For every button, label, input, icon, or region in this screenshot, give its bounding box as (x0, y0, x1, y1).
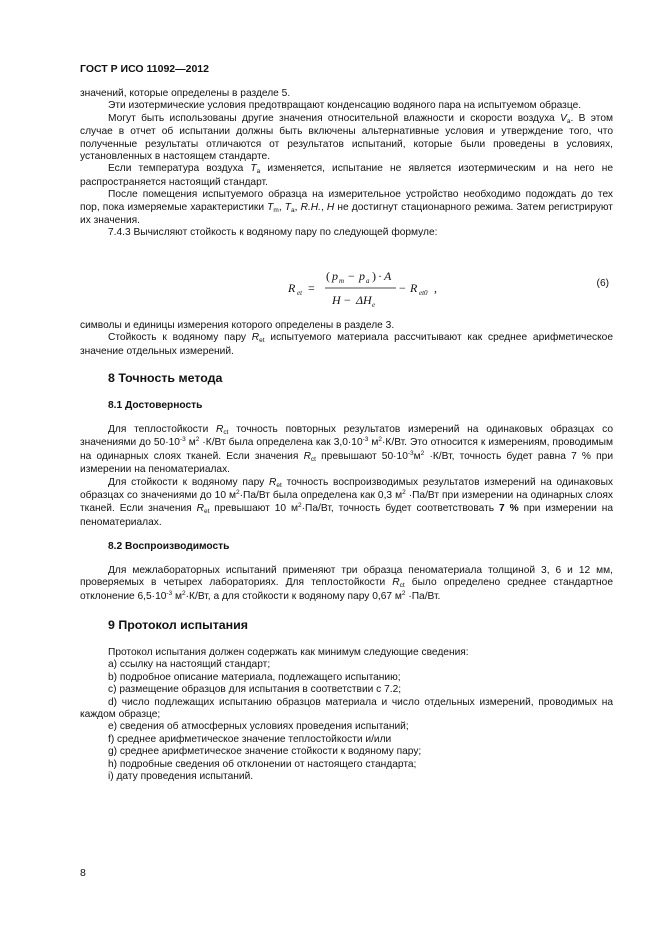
paragraph: Для стойкости к водяному пару $R_{et}$ точность воспроизводимых результатов измерений на одинаковых образцах со значениями до 10 $м^2\cdot Па/Вт$ была определена как 0,3 $м^2 \cdot Па/Вт$ при измерении на одинарных слоях тканей. Если значения $R_{et}$ превышают 10 $м^2\cdot Па/Вт$, точность будет соответствовать 7 % при измерении на пеноматериалах. (80, 476, 613, 528)
section-8-1-body (80, 424, 613, 529)
list-item: h) подробные сведения об отклонении от настоящего стандарта; (108, 758, 417, 770)
formula-R2-sub: et0 (419, 289, 428, 297)
section-9-heading: 9 Протокол испытания (108, 618, 249, 632)
section-8-2-body (80, 565, 613, 604)
list-item: f) среднее арифметическое значение теплостойкости и/или (108, 733, 392, 745)
formula-minus: − (348, 269, 355, 283)
formula-A: A (384, 269, 392, 283)
paragraph: После помещения испытуемого образца на измерительное устройство необходимо подождать до тех пор, пока измеряемые характеристики $T_m$, $T_a$, R.H., H не достигнут стационарного режима. Затем регистрируют их значения. (80, 189, 613, 227)
formula-lhs: R (288, 281, 296, 295)
after-formula-block (80, 320, 613, 358)
formula-R2: R (410, 281, 418, 295)
list-item: a) ссылку на настоящий стандарт; (108, 659, 271, 671)
formula-lhs-sub: et (297, 289, 303, 297)
section-9-body (80, 647, 613, 783)
formula-H: H (332, 293, 341, 307)
paragraph: Эти изотермические условия предотвращают конденсацию водяного пара на испытуемом образце. (108, 100, 582, 112)
section-8-1-heading: 8.1 Достоверность (108, 400, 203, 411)
formula-equals: = (308, 281, 315, 295)
paragraph: символы и единицы измерения которого определены в разделе 3. (80, 320, 395, 331)
formula-graphic (288, 268, 528, 316)
report-items-list (80, 659, 613, 783)
formula-p: p (332, 269, 338, 283)
formula-sub-a: a (366, 277, 370, 285)
formula-paren-close: ) (372, 269, 376, 283)
list-item: b) подробное описание материала, подлежащего испытанию; (108, 671, 401, 683)
section-8-2-heading: 8.2 Воспроизводимость (108, 541, 230, 552)
formula-6 (80, 268, 613, 316)
paragraph: Если температура воздуха $T_a$ изменяется, испытание не является изотермическим и на него не распространяется настоящий стандарт. (80, 163, 614, 188)
paragraph: Для теплостойкости $R_{ct}$ точность повторных результатов измерений на одинаковых образцах со значениями до $50\cdot 10^{-3}$ $м^2 \cdot К/Вт$ была определена как $3,0\cdot 10^{-3}$ $м^2\cdot К/Вт$. Это относится к измерениям, проводимым на одинарных слоях тканей. Если значения $R_{ct}$ превышают $50\cdot 10^{-3}м^2 \cdot К/Вт$, точность будет равна 7 % при измерении на пеноматериалах. (80, 424, 614, 476)
formula-minus2: − (399, 281, 406, 295)
formula-delta-H: ΔH (356, 293, 372, 307)
formula-p2: p (359, 269, 365, 283)
list-item: c) размещение образцов для испытания в соответствии с 7.2; (108, 684, 402, 696)
formula-den-minus: − (344, 293, 351, 307)
formula-comma: , (434, 281, 437, 295)
page-number: 8 (80, 867, 86, 879)
list-item: g) среднее арифметическое значение стойкости к водяному пару; (108, 746, 422, 758)
formula-sub-m: m (339, 277, 345, 285)
paragraph: Для межлабораторных испытаний применяют три образца пеноматериала толщиной 3, 6 и 12 мм, проверяемых в четырех лабораториях. Для теплостойкости $R_{ct}$ было определено среднее стандартное отклонение $6,5\cdot 10^{-3}$ $м^2\cdot К/Вт$, а для стойкости к водяному пару 0,67 $м^2 \cdot Па/Вт$. (80, 565, 613, 602)
list-item: d) число подлежащих испытанию образцов материала и число отдельных измерений, проводимых на каждом образце; (80, 696, 613, 721)
paragraph: 7.4.3 Вычисляют стойкость к водяному пару по следующей формуле: (108, 227, 438, 239)
formula-dot: · (378, 269, 382, 283)
list-item: e) сведения об атмосферных условиях проведения испытаний; (108, 721, 409, 733)
intro-block (80, 88, 613, 240)
paragraph: Протокол испытания должен содержать как минимум следующие сведения: (108, 647, 469, 658)
document-page (80, 0, 613, 935)
formula-sub-e: e (372, 301, 376, 309)
paragraph: Могут быть использованы другие значения относительной влажности и скорости воздуха $V_a$. В этом случае в отчет об испытании должны быть включены альтернативные условия и утверждение того, что полученные результаты отличаются от результатов испытаний, которые были проведены в условиях, установленных в настоящем стандарте. (80, 112, 614, 163)
list-item: i) дату проведения испытаний. (108, 771, 254, 783)
document-header: ГОСТ Р ИСО 11092—2012 (80, 63, 209, 75)
paragraph: Стойкость к водяному пару $R_{et}$ испытуемого материала рассчитывают как среднее арифметическое значение отдельных измерений. (80, 332, 613, 357)
section-8-heading: 8 Точность метода (108, 371, 223, 385)
equation-number: (6) (596, 278, 609, 289)
paragraph: значений, которые определены в разделе 5. (80, 88, 291, 99)
formula-paren-open: ( (326, 269, 330, 283)
